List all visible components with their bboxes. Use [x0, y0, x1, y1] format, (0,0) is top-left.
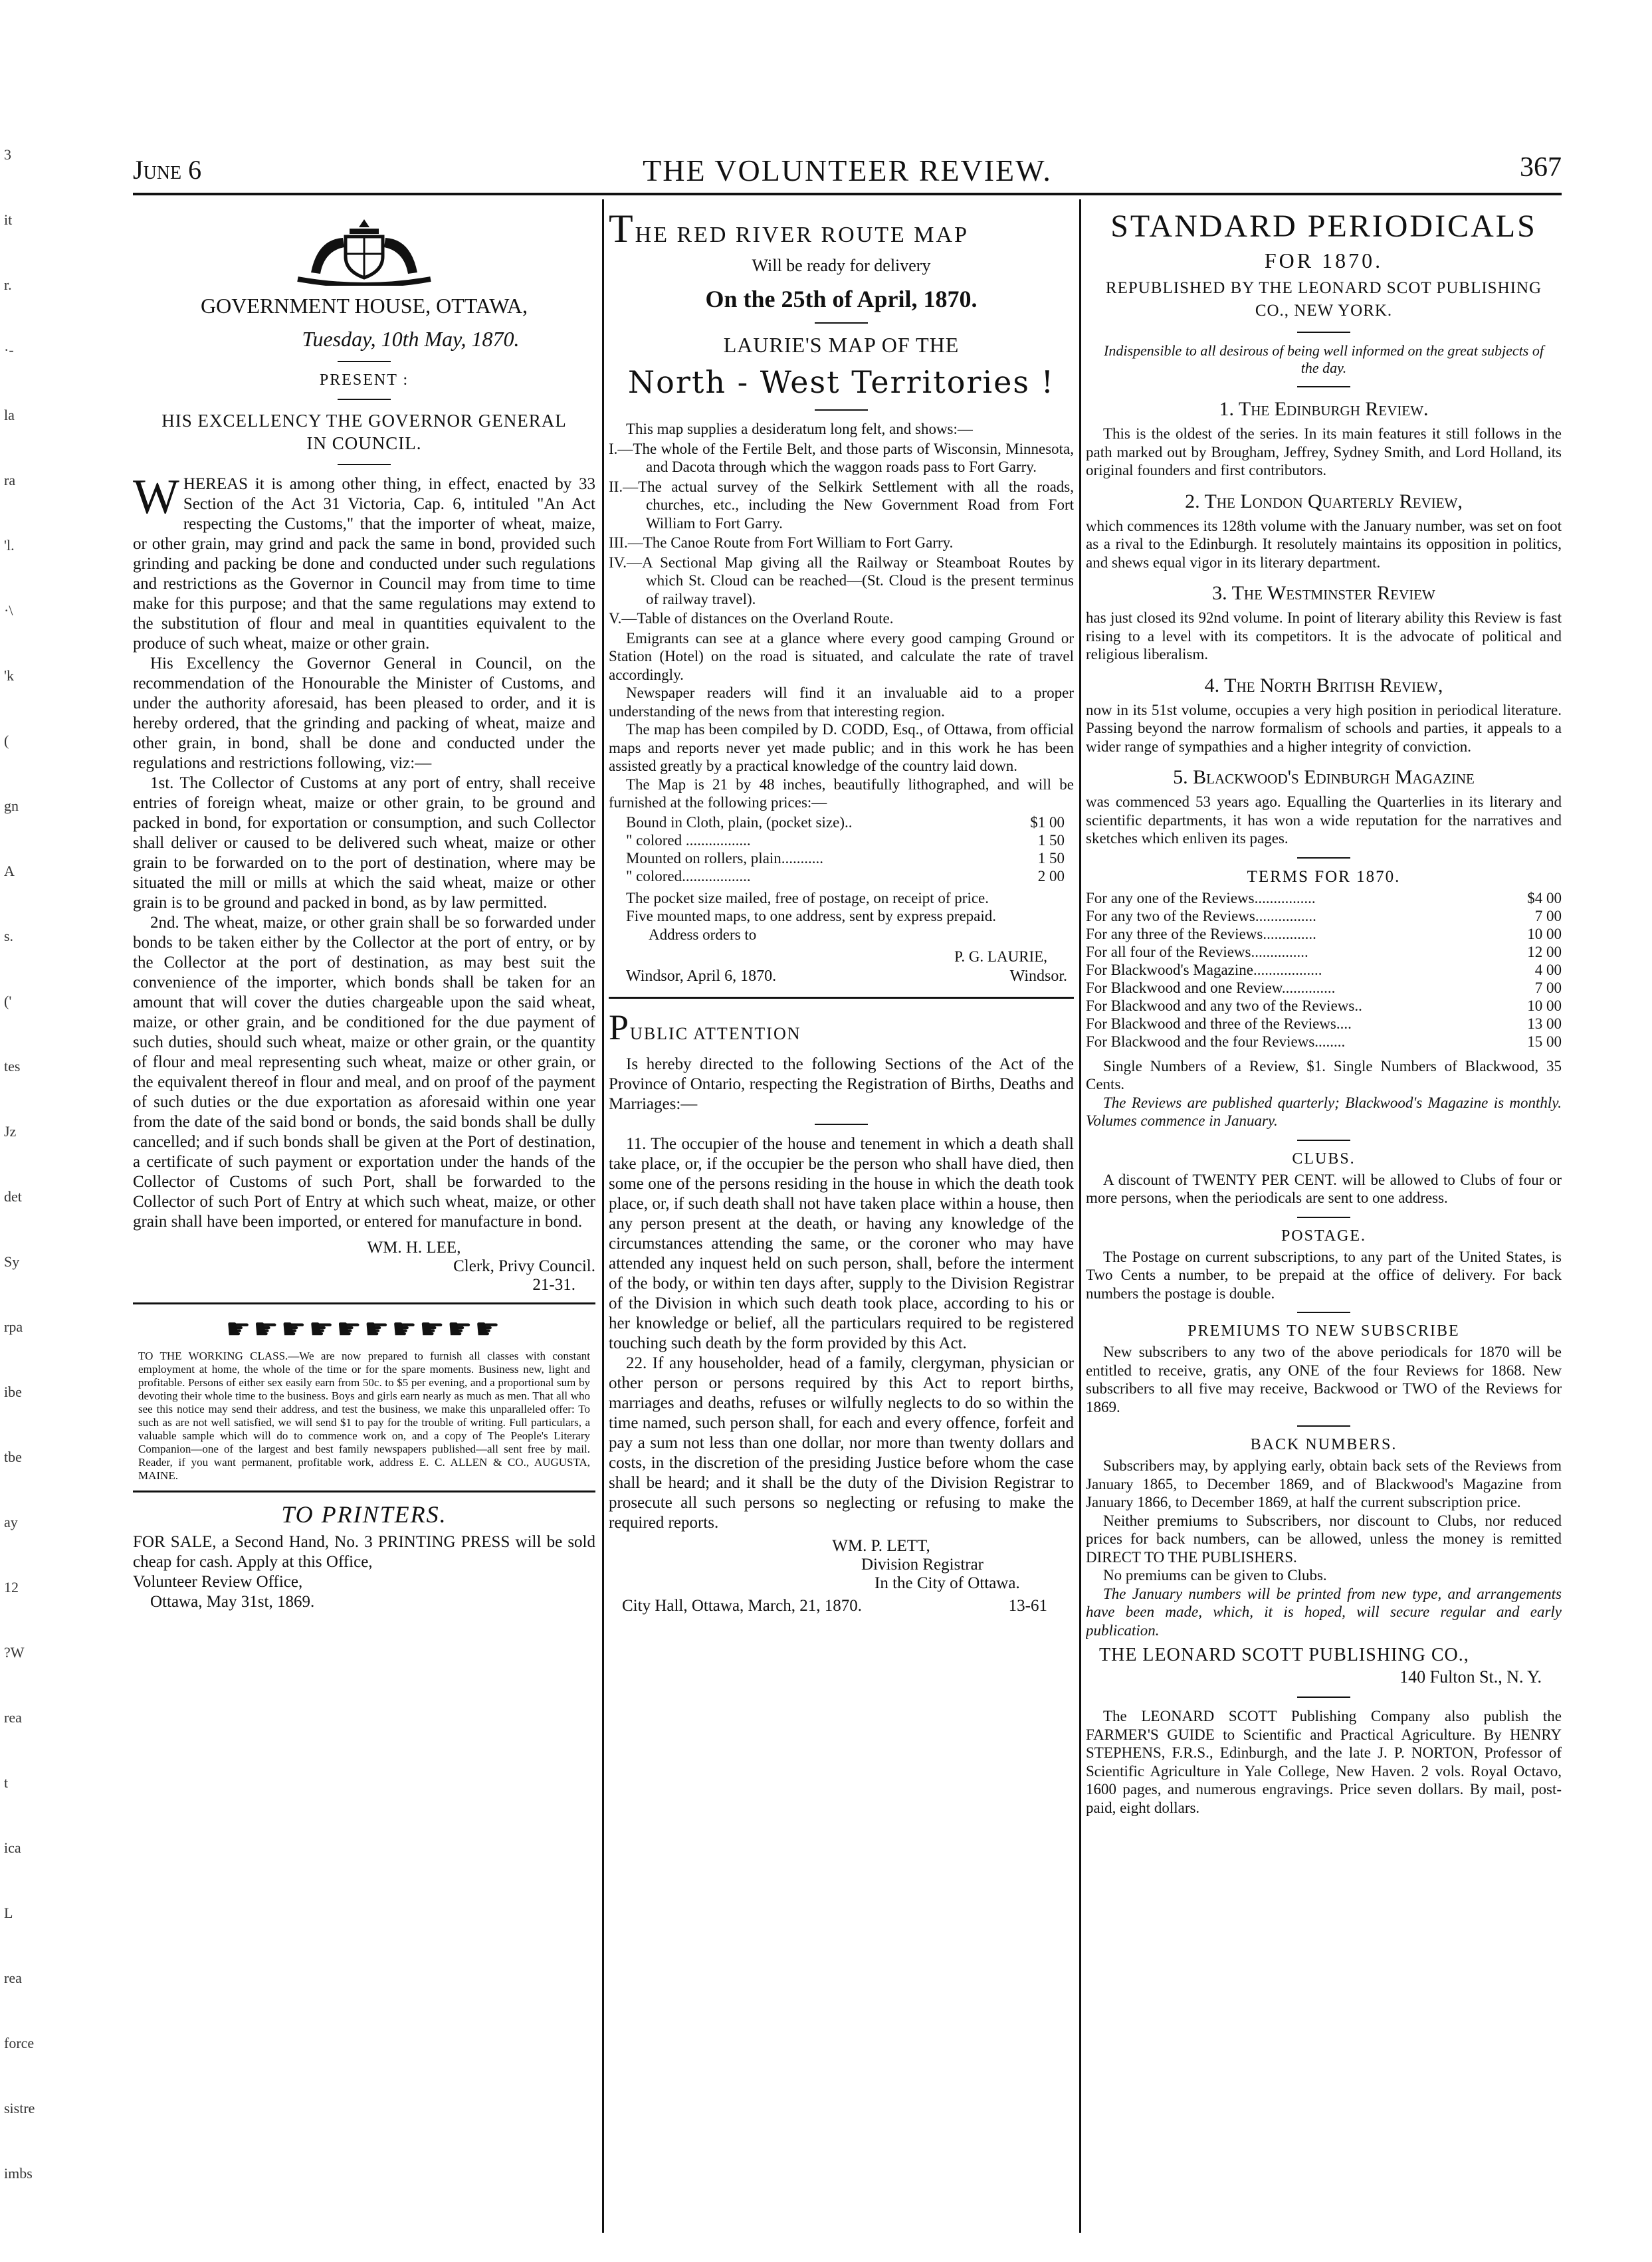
company-address: 140 Fulton St., N. Y.	[1399, 1667, 1542, 1687]
binding-mark: it	[4, 211, 13, 228]
terms-table	[1086, 889, 1562, 1051]
row-label: " colored..................	[626, 867, 751, 884]
divider	[815, 322, 868, 324]
row-value: $4 00	[1527, 889, 1562, 906]
row-label: For Blackwood and one Review..............	[1086, 979, 1336, 996]
lett-title-2: In the City of Ottawa.	[875, 1574, 1020, 1592]
binding-mark: tes	[4, 1058, 21, 1075]
map-intro: This map supplies a desideratum long felt, and shows:—	[626, 421, 973, 437]
terms-row	[1086, 943, 1562, 961]
divider	[609, 997, 1074, 999]
binding-mark: Jz	[4, 1123, 17, 1140]
section-11: 11. The occupier of the house and tenement in which a death shall take place, or, if the occupier be the person who shall have died, then some one of the persons residing in the house in which the death took place, or, if such death shall not have taken place within a house, then any person present at the death, or having any knowledge of the circumstances attending the same, or the coroner who may have attended any inquest held on such person, shall, before the interment of the body, or within ten days after, supply to the Division Registrar of the Division in which such death took place, according to his or her knowledge or belief, all the particulars required to be registered touching such death by the form provided by this Act.	[609, 1134, 1074, 1352]
column-rule	[1079, 199, 1081, 2233]
row-label: For any two of the Reviews................	[1086, 907, 1316, 924]
republished-line: REPUBLISHED BY THE LEONARD SCOT PUBLISHING CO., NEW YORK.	[1105, 279, 1542, 320]
laurie-footer	[609, 966, 1074, 989]
column-standard-periodicals	[1086, 203, 1562, 2237]
map-contents-item: II.—The actual survey of the Selkirk Settlement with all the roads, churches, etc., including the New Government Road from Fort William to Fort Garry.	[609, 478, 1074, 532]
divider	[1297, 1217, 1350, 1218]
binding-edge	[0, 0, 40, 2262]
postage-text: The Postage on current subscriptions, to any part of the United States, is Two Cents a number, to be prepaid at the office of delivery. For back numbers the postage is double.	[1086, 1248, 1562, 1302]
column-rule	[602, 199, 604, 2233]
premiums-heading: PREMIUMS TO NEW SUBSCRIBE	[1187, 1322, 1460, 1340]
divider	[338, 399, 391, 400]
row-label: For all four of the Reviews...............	[1086, 943, 1308, 960]
whereas-paragraph	[133, 470, 595, 654]
farmers-guide-text: The LEONARD SCOTT Publishing Company also publish the FARMER'S GUIDE to Scientific and Practical Agriculture. By HENRY STEPHENS, F.R.S., Edinburgh, and the late J. P. NORTON, Professor of Scientific Agriculture in Yale College, New Haven. 2 vols. Royal Octavo, 1600 pages, and numerous engravings. Price seven dollars. By mail, post-paid, eight dollars.	[1086, 1708, 1562, 1816]
map-title: HE RED RIVER ROUTE MAP	[635, 223, 969, 247]
header-page-number: 367	[1520, 152, 1562, 183]
row-label: " colored .................	[626, 831, 751, 849]
public-attention-heading	[609, 1007, 1074, 1048]
price-table	[626, 813, 1065, 885]
terms-row	[1086, 1033, 1562, 1051]
row-label: Mounted on rollers, plain...........	[626, 849, 824, 867]
indispensable-line: Indispensible to all desirous of being well informed on the great subjects of the day.	[1104, 342, 1544, 376]
divider	[1297, 1312, 1350, 1313]
binding-mark: 'l.	[4, 537, 15, 554]
signature-code: 21-31.	[532, 1276, 575, 1294]
column-government-house	[133, 203, 595, 2237]
row-label: Bound in Cloth, plain, (pocket size)..	[626, 813, 853, 831]
row-value: 15 00	[1527, 1033, 1562, 1050]
divider	[815, 1124, 868, 1125]
binding-mark: 3	[4, 146, 11, 163]
running-header	[133, 148, 1562, 190]
binding-mark: s.	[4, 928, 14, 944]
divider	[815, 409, 868, 411]
divider	[1297, 1140, 1350, 1141]
public-attention-intro: Is hereby directed to the following Sections of the Act of the Province of Ontario, respecting the Registration of Births, Deaths and Marriages:—	[609, 1055, 1074, 1113]
divider	[133, 1302, 595, 1304]
westminster-review-heading: 3. The Westminster Review	[1212, 582, 1435, 604]
map-contents-list	[609, 440, 1074, 628]
compiled-paragraph: The map has been compiled by D. CODD, Esq., of Ottawa, from official maps and reports never yet made public; and in this work he has been assisted greatly by a practical knowledge of the country laid down.	[609, 721, 1074, 774]
divider	[1297, 1696, 1350, 1698]
laurie-place: Windsor.	[1009, 967, 1067, 985]
lett-title-1: Division Registrar	[861, 1555, 984, 1574]
pocket-paragraph: The pocket size mailed, free of postage, on receipt of price.	[626, 889, 989, 906]
royal-arms-icon	[271, 213, 457, 286]
north-british-review-heading: 4. The North British Review,	[1204, 674, 1443, 696]
header-rule	[133, 193, 1562, 195]
binding-mark: force	[4, 2035, 35, 2051]
price-row	[626, 831, 1065, 849]
address-line: Address orders to	[649, 926, 757, 943]
binding-mark: (	[4, 732, 9, 749]
drop-cap: W	[133, 470, 179, 524]
terms-row	[1086, 997, 1562, 1015]
column-red-river-map	[609, 203, 1074, 2237]
row-value: 1 50	[1037, 831, 1065, 849]
price-row	[626, 867, 1065, 885]
terms-row	[1086, 1015, 1562, 1033]
government-house-heading: GOVERNMENT HOUSE, OTTAWA,	[200, 294, 528, 318]
binding-mark: rpa	[4, 1318, 23, 1335]
map-contents-item: IV.—A Sectional Map giving all the Railway or Steamboat Routes by which St. Cloud can be reached—(St. Cloud is the present terminus of railway travel).	[609, 554, 1074, 607]
printers-signature-2: Ottawa, May 31st, 1869.	[150, 1593, 315, 1611]
row-value: $1 00	[1030, 813, 1065, 831]
westminster-review-text: has just closed its 92nd volume. In point of literary ability this Review is fast rising to a level with its competitors. It is the advocate of political and religious liberalism.	[1086, 609, 1562, 663]
binding-mark: la	[4, 407, 15, 423]
lauries-map-heading: LAURIE'S MAP OF THE	[723, 333, 960, 357]
divider	[338, 464, 391, 465]
no-premiums-text: No premiums can be given to Clubs.	[1103, 1567, 1327, 1584]
row-label: For any one of the Reviews................	[1086, 889, 1316, 906]
terms-heading: TERMS FOR 1870.	[1247, 867, 1401, 886]
premiums-text: New subscribers to any two of the above periodicals for 1870 will be entitled to receive, gratis, any ONE of the four Reviews for 1868. New subscribers to all five may receive, Backwood or TWO of the Reviews for 1869.	[1086, 1344, 1562, 1415]
city-hall-footer	[609, 1597, 1074, 1619]
binding-mark: Sy	[4, 1253, 20, 1270]
present-label: PRESENT :	[319, 371, 409, 389]
order-paragraph: His Excellency the Governor General in Council, on the recommendation of the Honourable the Minister of Customs, and under the authority aforesaid, has been pleased to order, and it is hereby ordered, that the grinding and packing of wheat, maize and other grain, in bond, shall be done and conducted under the regulations and restrictions following, viz:—	[133, 655, 595, 772]
row-value: 2 00	[1037, 867, 1065, 884]
divider	[1297, 857, 1350, 859]
terms-row	[1086, 979, 1562, 997]
whereas-text: HEREAS it is among other thing, in effect, enacted by 33 Section of the Act 31 Victoria, Cap. 6, intituled "An Act respecting the Customs," that the importer of wheat, maize, or other grain, may grind and pack the same in bond, provided such grinding and packing be done and conducted under such regulations and restrictions as the Governor in Council may from time to time make for this purpose; and that the same regulations may extend to the substitution of flour and meal in quantities equivalent to the produce of such wheat, maize or other grain.	[133, 475, 595, 653]
binding-mark: sistre	[4, 2100, 35, 2116]
ready-line: Will be ready for delivery	[752, 256, 931, 275]
binding-mark: rea	[4, 1970, 22, 1986]
city-hall-date: City Hall, Ottawa, March, 21, 1870.	[622, 1596, 863, 1615]
edinburgh-review-heading: 1. The Edinburgh Review.	[1219, 398, 1429, 420]
binding-mark: tbe	[4, 1449, 22, 1465]
terms-row	[1086, 961, 1562, 979]
row-label: For Blackwood and any two of the Reviews..	[1086, 997, 1362, 1014]
lett-signature: WM. P. LETT,	[832, 1536, 930, 1555]
binding-mark: ay	[4, 1514, 18, 1530]
first-regulation: 1st. The Collector of Customs at any port of entry, shall receive entries of foreign wheat, maize or other grain, to be ground and packed in bond, for exportation or consumption, and such Collector shall deliver or caused to be delivered such wheat, maize or other grain to be forwarded on to the port of destination, where may be situated the mill or mills at which the said wheat, maize or other grain is to be ground and packed in bond, as by law permitted.	[133, 774, 595, 912]
binding-mark: rea	[4, 1709, 22, 1726]
binding-mark: ·\	[4, 602, 13, 619]
row-value: 7 00	[1534, 979, 1562, 996]
map-contents-item: V.—Table of distances on the Overland Route.	[609, 610, 894, 627]
binding-mark: ('	[4, 993, 12, 1009]
postage-heading: POSTAGE.	[1281, 1227, 1367, 1245]
row-value: 13 00	[1527, 1015, 1562, 1032]
binding-mark: t	[4, 1774, 9, 1791]
terms-row	[1086, 925, 1562, 943]
blackwoods-text: was commenced 53 years ago. Equalling the Quarterlies in its literary and scientific departments, it has won a wide reputation for the narratives and sketches which enliven its pages.	[1086, 793, 1562, 847]
back-numbers-heading: BACK NUMBERS.	[1250, 1436, 1397, 1453]
laurie-signature: P. G. LAURIE,	[954, 948, 1047, 965]
neither-text: Neither premiums to Subscribers, nor discount to Clubs, nor reduced prices for back numbers, can be allowed, unless the money is remitted DIRECT TO THE PUBLISHERS.	[1086, 1512, 1562, 1566]
price-row	[626, 849, 1065, 867]
divider	[1297, 1425, 1350, 1427]
row-value: 10 00	[1527, 925, 1562, 942]
drop-cap: P	[609, 1007, 631, 1047]
signature-title: Clerk, Privy Council.	[453, 1257, 595, 1275]
price-row	[626, 813, 1065, 831]
clubs-text: A discount of TWENTY PER CENT. will be allowed to Clubs of four or more persons, when the periodicals are sent to one address.	[1086, 1171, 1562, 1206]
terms-row	[1086, 907, 1562, 925]
row-value: 4 00	[1534, 961, 1562, 978]
divider	[133, 1491, 595, 1492]
terms-row	[1086, 889, 1562, 907]
size-paragraph: The Map is 21 by 48 inches, beautifully lithographed, and will be furnished at the following prices:—	[609, 775, 1074, 811]
binding-mark: ica	[4, 1839, 21, 1856]
binding-mark: L	[4, 1904, 13, 1921]
section-22: 22. If any householder, head of a family, clergyman, physician or other person or persons required by this Act to report births, marriages and deaths, refuses or wilfully neglects to do so within the time named, such person shall, for each and every offence, forfeit and pay a sum not less than one dollar, nor more than twenty dollars and costs, in the discretion of the presiding Justice before whom the case shall be heard; and it shall be the duty of the Division Registrar to prosecute all such persons so neglecting or refusing to make the required reports.	[609, 1354, 1074, 1532]
his-excellency-heading: HIS EXCELLENCY THE GOVERNOR GENERAL IN COUNCIL.	[161, 411, 567, 453]
binding-mark: gn	[4, 797, 19, 814]
working-class-text: TO THE WORKING CLASS.—We are now prepared to furnish all classes with constant employment at home, the whole of the time or for the spare moments. Business new, light and profitable. Persons of either sex easily earn from 50c. to $5 per evening, and a proportional sum by devoting their whole time to the business. Boys and girls earn nearly as much as men. That all who see this notice may send their address, and test the business, we make this unparalleled offer: To such as are not well satisfied, we will send $1 to pay for the trouble of writing. Full particulars, a valuable sample which will do to commence work on, and a copy of The People's Literary Companion—one of the largest and best family newspapers published—all sent free by mail. Reader, if you want permanent, profitable work, address E. C. ALLEN & CO., AUGUSTA, MAINE.	[138, 1350, 590, 1482]
edinburgh-review-text: This is the oldest of the series. In its main features it still follows in the path marked out by Brougham, Jeffrey, Sydney Smith, and Lord Holland, its original founders and first contributors.	[1086, 425, 1562, 478]
binding-mark: ra	[4, 472, 16, 488]
row-label: For Blackwood and the four Reviews........	[1086, 1033, 1346, 1050]
binding-mark: A	[4, 863, 15, 879]
binding-mark: r.	[4, 276, 12, 293]
public-attention-title: UBLIC ATTENTION	[630, 1023, 801, 1043]
row-label: For any three of the Reviews..............	[1086, 925, 1316, 942]
company-name: THE LEONARD SCOTT PUBLISHING CO.,	[1099, 1645, 1469, 1665]
london-quarterly-text: which commences its 128th volume with the January number, was set on foot as a rival to the Edinburgh. It resolutely maintains its opposition in politics, and shews equal vigor in its literary department.	[1086, 517, 1562, 571]
periodicals-title: STANDARD PERIODICALS	[1110, 209, 1537, 244]
divider	[1297, 332, 1350, 333]
binding-mark: 'k	[4, 667, 14, 684]
ready-date: On the 25th of April, 1870.	[705, 286, 978, 312]
row-label: For Blackwood and three of the Reviews....	[1086, 1015, 1352, 1032]
binding-mark: imbs	[4, 2165, 33, 2182]
binding-mark: ·-	[4, 342, 14, 358]
row-value: 7 00	[1534, 907, 1562, 924]
windsor-date: Windsor, April 6, 1870.	[626, 967, 777, 985]
binding-mark: ibe	[4, 1384, 22, 1400]
london-quarterly-heading: 2. The London Quarterly Review,	[1185, 490, 1463, 512]
north-british-review-text: now in its 51st volume, occupies a very high position in periodical literature. Passing beyond the narrow formalism of schools and parties, it appeals to a wider range of sympathies and a higher integrity of conviction.	[1086, 701, 1562, 755]
printers-text: FOR SALE, a Second Hand, No. 3 PRINTING PRESS will be sold cheap for cash. Apply at this Office,	[133, 1533, 595, 1571]
header-date: June 6	[133, 155, 202, 185]
five-maps-paragraph: Five mounted maps, to one address, sent by express prepaid.	[626, 908, 996, 924]
row-value: 12 00	[1527, 943, 1562, 960]
row-value: 1 50	[1037, 849, 1065, 867]
newspaper-paragraph: Newspaper readers will find it an invaluable aid to a proper understanding of the news from that interesting region.	[609, 684, 1074, 720]
signature-name: WM. H. LEE,	[367, 1239, 461, 1257]
row-label: For Blackwood's Magazine..................	[1086, 961, 1322, 978]
clubs-heading: CLUBS.	[1292, 1150, 1356, 1168]
second-regulation: 2nd. The wheat, maize, or other grain shall be so forwarded under bonds to be taken either by the Collector at the port of entry, or by the Collector at the port of destination, as may best suit the convenience of the importer, which bonds shall be taken for an amount that will cover the duties chargeable upon the said wheat, maize, or other grain, and be conditioned for the due payment of such duties, should such wheat, maize or other grain, or the quantity of flour and meal representing such wheat, maize or other grain, or the equivalent thereof in flour and meal, and on proof of the payment of such duties or the due exportation as aforesaid within one year from the date of the said bond or bonds, the said bonds shall be dully cancelled; and if such bonds shall be given at the Port of destination, a certificate of such payment or exportation under the hands of the Collector of Customs of such Port, shall be forwarded to the Collector of such Port of Entry at which such wheat, maize, or other grain shall have been imported, or entered for manufacture in bond.	[133, 914, 595, 1231]
binding-mark: ?W	[4, 1644, 25, 1661]
january-text: The January numbers will be printed from new type, and arrangements have been made, which, it is hoped, will secure regular and early publication.	[1086, 1585, 1562, 1639]
emigrants-paragraph: Emigrants can see at a glance where every good camping Ground or Station (Hotel) on the road is situated, and calculate the rate of travel accordingly.	[609, 629, 1074, 683]
working-class-advertisement	[133, 1312, 595, 1483]
divider	[338, 361, 391, 362]
row-value: 10 00	[1527, 997, 1562, 1014]
map-contents-item: I.—The whole of the Fertile Belt, and those parts of Wisconsin, Minnesota, and Dacota through which the waggon roads pass to Fort Garry.	[609, 440, 1074, 475]
blackwoods-heading: 5. Blackwood's Edinburgh Magazine	[1173, 766, 1475, 788]
divider	[1297, 386, 1350, 387]
map-heading	[609, 206, 1074, 252]
pointing-hands-icon: ☛☛☛☛☛☛☛☛☛☛	[225, 1314, 503, 1345]
map-contents-item: III.—The Canoe Route from Fort William to Fort Garry.	[609, 534, 954, 551]
back-numbers-text: Subscribers may, by applying early, obtain back sets of the Reviews from January 1865, to December 1869, and of Blackwood's Magazine from January 1866, to December 1869, at half the current subscription price.	[1086, 1457, 1562, 1510]
single-numbers: Single Numbers of a Review, $1. Single Numbers of Blackwood, 35 Cents.	[1086, 1057, 1562, 1092]
printers-signature-1: Volunteer Review Office,	[133, 1573, 303, 1591]
periodicals-year: FOR 1870.	[1264, 249, 1384, 272]
binding-mark: det	[4, 1188, 22, 1205]
city-hall-code: 13-61	[1008, 1596, 1047, 1615]
drop-cap: T	[609, 207, 635, 251]
header-title: THE VOLUNTEER REVIEW.	[643, 154, 1052, 187]
printers-heading: TO PRINTERS.	[281, 1501, 447, 1528]
proclamation-date: Tuesday, 10th May, 1870.	[302, 327, 520, 351]
published-quarterly: The Reviews are published quarterly; Blackwood's Magazine is monthly. Volumes commence in January.	[1086, 1094, 1562, 1129]
binding-mark: 12	[4, 1579, 19, 1595]
north-west-heading: North - West Territories !	[627, 364, 1055, 400]
